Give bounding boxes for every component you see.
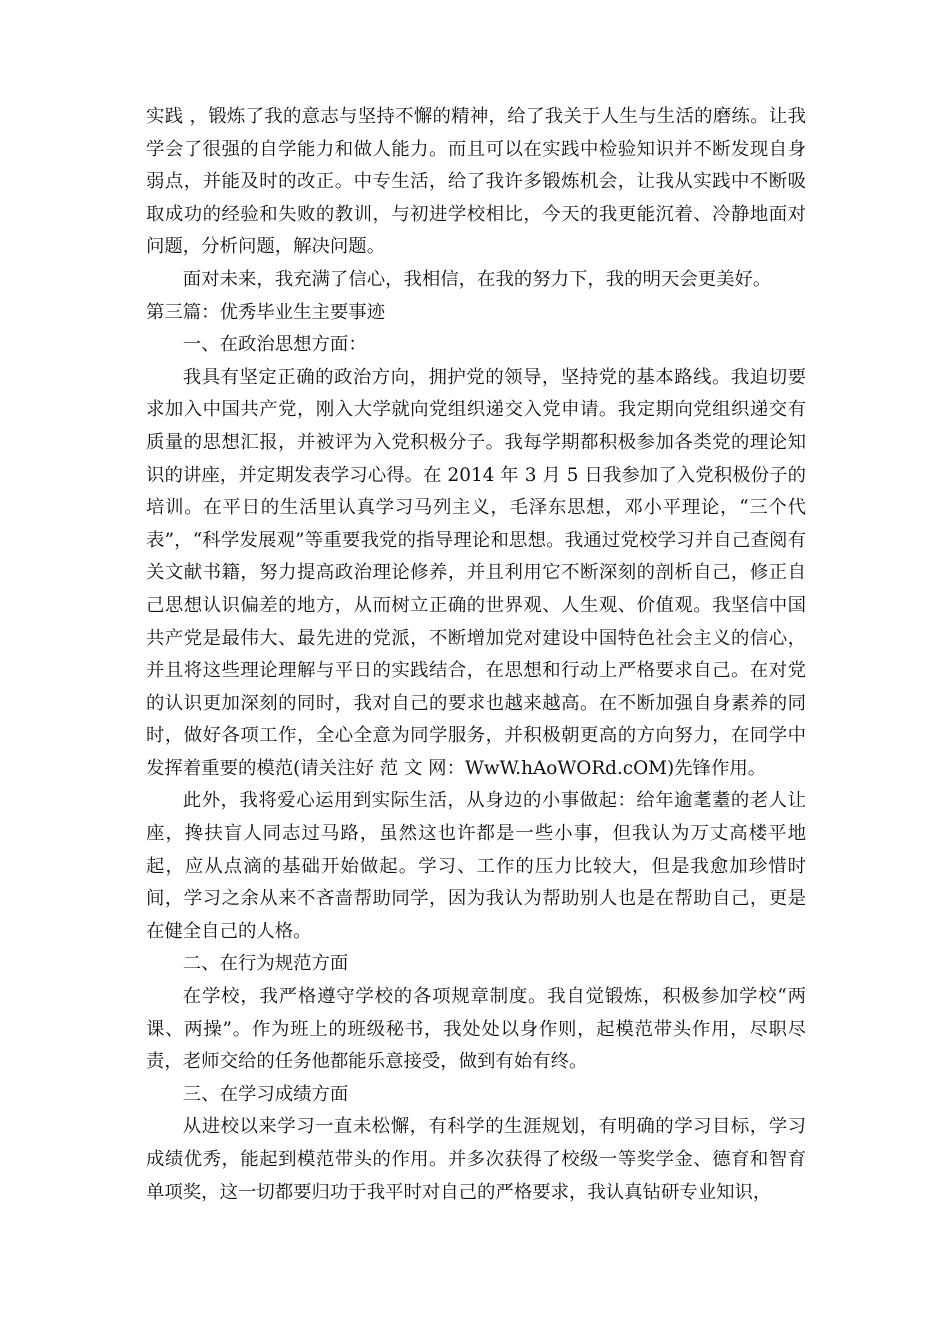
subheading-conduct: 二、在行为规范方面 (182, 953, 349, 975)
paragraph-conduct: 在学校，我严格遵守学校的各项规章制度。我自觉锻炼，积极参加学校“两课、两操”。作为班上的班级秘书，我处处以身作则，起模范带头作用，尽职尽责，老师交给的任务他都能乐意接受，做到有始有终。 (146, 986, 806, 1073)
section-title: 第三篇：优秀毕业生主要事迹 (146, 301, 386, 323)
paragraph-future-outlook: 面对未来，我充满了信心，我相信，在我的努力下，我的明天会更美好。 (182, 268, 772, 290)
paragraph-political-thought: 我具有坚定正确的政治方向，拥护党的领导，坚持党的基本路线。我迫切要求加入中国共产党，刚入大学就向党组织递交入党申请。我定期向党组织递交有质量的思想汇报，并被评为入党积极分子。我每学期都积极参加各类党的理论知识的讲座，并定期发表学习心得。在 2014 年 3 月 5 日我参加了入党积极份子的培训。在平日的生活里认真学习马列主义，毛泽东思想，邓小平理论，“三个代表”，“科学发展观”等重要我党的指导理论和思想。我通过党校学习并自己查阅有关文献书籍，努力提高政治理论修养，并且利用它不断深刻的剖析自己，修正自己思想认识偏差的地方，从而树立正确的世界观、人生观、价值观。我坚信中国共产党是最伟大、最先进的党派，不断增加党对建设中国特色社会主义的信心，并且将这些理论理解与平日的实践结合，在思想和行动上严格要求自己。在对党的认识更加深刻的同时，我对自己的要求也越来越高。在不断加强自身素养的同时，做好各项工作，全心全意为同学服务，并积极朝更高的方向努力，在同学中发挥着重要的模范(请关注好 范 文 网：WwW.hAoWORd.cOM)先锋作用。 (146, 366, 806, 779)
paragraph-practice-reflection: 实践 ，锻炼了我的意志与坚持不懈的精神，给了我关于人生与生活的磨练。让我学会了很强的自学能力和做人能力。而且可以在实践中检验知识并不断发现自身弱点，并能及时的改正。中专生活，给了我许多锻炼机会，让我从实践中不断吸取成功的经验和失败的教训，与初进学校相比，今天的我更能沉着、冷静地面对问题，分析问题，解决问题。 (146, 106, 806, 258)
document-page (146, 101, 806, 1209)
paragraph-caring-actions: 此外，我将爱心运用到实际生活，从身边的小事做起：给年逾耄耋的老人让座，搀扶盲人同志过马路，虽然这也许都是一些小事，但我认为万丈高楼平地起，应从点滴的基础开始做起。学习、工作的压力比较大，但是我愈加珍惜时间，学习之余从来不吝啬帮助同学，因为我认为帮助别人也是在帮助自己，更是在健全自己的人格。 (146, 790, 806, 942)
subheading-academics: 三、在学习成绩方面 (182, 1083, 349, 1105)
subheading-political-thought: 一、在政治思想方面： (182, 334, 367, 356)
paragraph-academics: 从进校以来学习一直未松懈，有科学的生涯规划，有明确的学习目标，学习成绩优秀，能起到模范带头的作用。并多次获得了校级一等奖学金、德育和智育单项奖，这一切都要归功于我平时对自己的严格要求，我认真钻研专业知识， (146, 1116, 806, 1203)
